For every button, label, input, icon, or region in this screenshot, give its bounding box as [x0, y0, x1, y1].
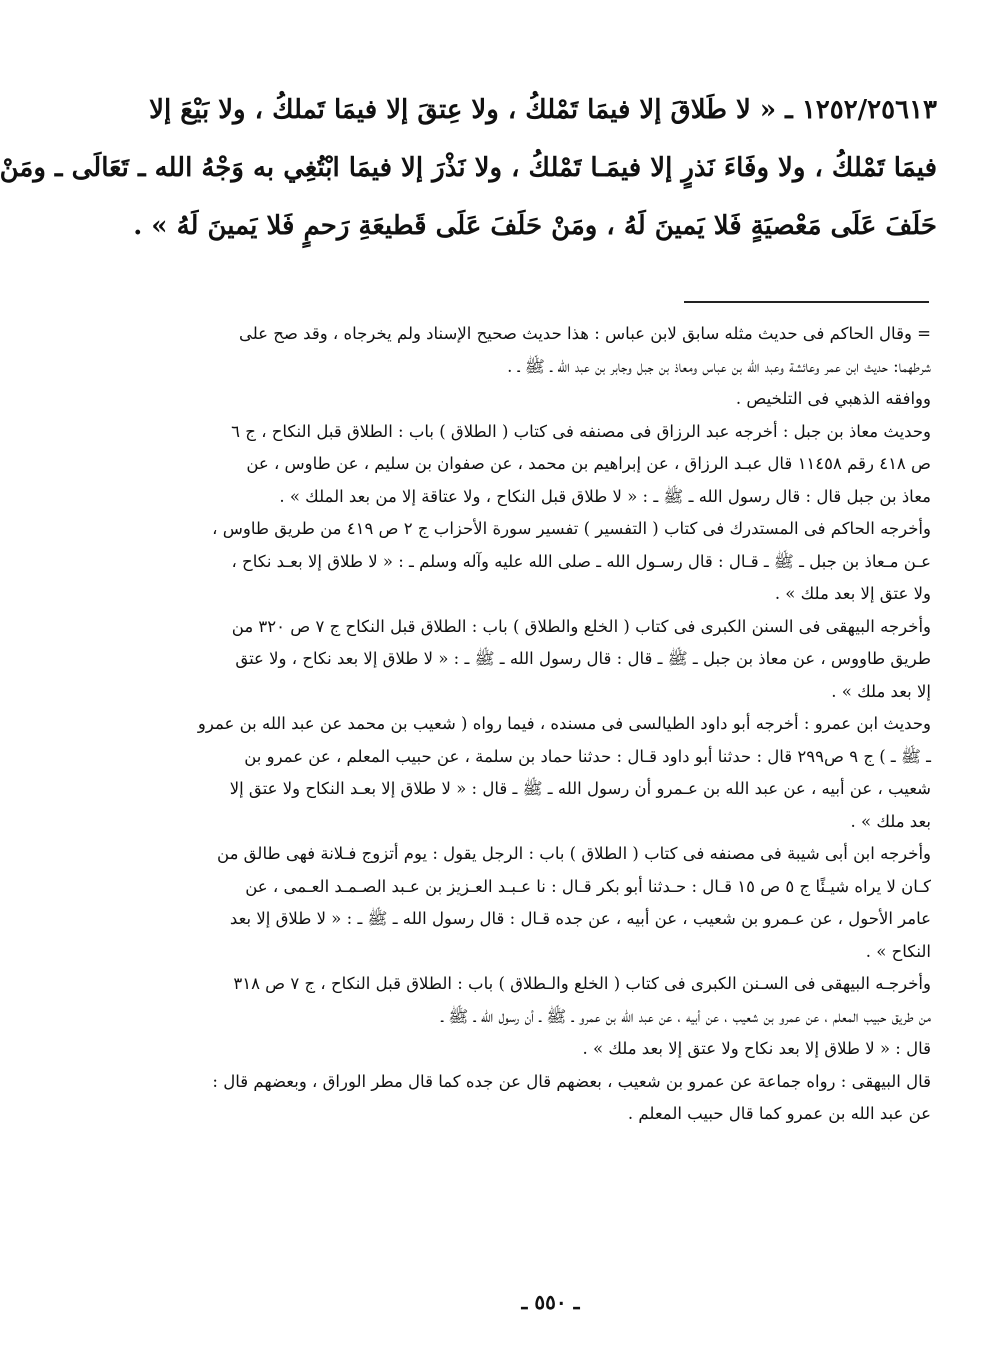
page-number: ـ ٥٥٠ ـ	[521, 1290, 580, 1314]
footnote-line: ووافقه الذهبي فى التلخيص .	[735, 389, 931, 408]
footnote-line: وأخرجه البيهقى فى السنن الكبرى فى كتاب ( الخلع والطلاق ) باب : الطلاق قبل النكاح ج ٧ ص ٣٢٠ من	[231, 616, 931, 636]
footnote-line: ـ ﷺ ـ ) ج ٩ ص٢٩٩ قال : حدثنا أبو داود قـال : حدثنا حماد بن سلمة ، عن حبيب المعلم ، عن عمرو بن	[244, 746, 931, 766]
footnote-line: عامر الأحول ، عن عـمرو بن شعيب ، عن أبيه ، عن جده قـال : قال رسول الله ـ ﷺ ـ : « لا طلاق إلا بعد	[229, 909, 931, 928]
footnote-line: بعد ملك » .	[850, 811, 931, 831]
hadith-text	[0, 92, 937, 266]
footnote-line: معاذ بن جبل قال : قال رسول الله ـ ﷺ ـ : « لا طلاق قبل النكاح ، ولا عتاقة إلا من بعد الملك » .	[279, 486, 931, 506]
hadith-line: حَلَفَ عَلَى مَعْصيَةٍ فَلا يَمينَ لَهُ ، ومَنْ حَلَفَ عَلَى قَطيعَةِ رَحمٍ فَلا يَمينَ لَهُ » .	[133, 211, 937, 241]
footnote-line: قال : « لا طلاق إلا بعد نكاح ولا عتق إلا بعد ملك » .	[582, 1039, 931, 1058]
footnote-line: قال البيهقى : رواه جماعة عن عمرو بن شعيب ، بعضهم قال عن جده كما قال مطر الوراق ، وبعضهم قال :	[212, 1071, 931, 1091]
footnote-line: شعيب ، عن أبيه ، عن عبد الله بن عـمرو أن رسول الله ـ ﷺ ـ قال : « لا طلاق إلا بعـد النكاح ولا عتق إلا	[229, 779, 931, 798]
footnote-line: وحديث معاذ بن جبل : أخرجه عبد الرزاق فى مصنفه فى كتاب ( الطلاق ) باب : الطلاق قبل النكاح ، ج ٦	[231, 421, 931, 441]
footnote-line: وأخرجه الحاكم فى المستدرك فى كتاب ( التفسير ) تفسير سورة الأحزاب ج ٢ ص ٤١٩ من طريق طاوس ،	[212, 519, 931, 538]
footnote-line: من طريق حبيب المعلم ، عن عمرو بن شعيب ، عن أبيه ، عن عبد الله بن عمرو ـ ﷺ ـ أن رسول الله ـ ﷺ ـ	[441, 1006, 931, 1026]
footnotes	[161, 318, 931, 1131]
footnote-line: إلا بعد ملك » .	[831, 681, 931, 701]
footnote-line: عن عبد الله بن عمرو كما قال حبيب المعلم .	[627, 1104, 931, 1123]
footnote-line: عـن مـعاذ بن جبل ـ ﷺ ـ قـال : قال رسـول الله ـ صلى الله عليه وآله وسلم ـ : « لا طلاق إلا بعـد نكاح ،	[231, 551, 931, 571]
footnote-line: ص ٤١٨ رقم ١١٤٥٨ قال عبـد الرزاق ، عن إبراهيم بن محمد ، عن صفوان بن سليم ، عن طاوس ، عن	[246, 454, 931, 473]
footnote-line: كـان لا يراه شيـئًا ج ٥ ص ١٥ قـال : حـدثنا أبو بكر قـال : نا عـبـد العـزيز بن عـبد الصـمـد العـمى ، عن	[245, 876, 931, 896]
footnote-line: النكاح » .	[865, 941, 931, 961]
footnote-line: شرطهما: حديث ابن عمر وعائشة وعبد الله بن عباس ومعاذ بن جبل وجابر بن عبد الله ـ ﷺ ـ .	[507, 356, 931, 376]
footnote-line: وحديث ابن عمرو : أخرجه أبو داود الطيالسى فى مسنده ، فيما رواه ( شعيب بن محمد عن عبد الله بن عمرو	[197, 714, 931, 733]
footnote-divider	[684, 301, 929, 303]
hadith-line: فيمَا تَمْلكُ ، ولا وفَاءَ نَذرٍ إلا فيمَـا تَمْلكُ ، ولا نَذْرَ إلا فيمَا ابْتُغِي به وَجْهُ الله ـ تَعَالَى ـ ومَنْ	[0, 153, 937, 183]
footnote-line: طريق طاووس ، عن معاذ بن جبل ـ ﷺ ـ قال : قال رسول الله ـ ﷺ ـ : « لا طلاق إلا بعد نكاح ، ولا عتق	[235, 649, 931, 668]
footnote-line: ولا عتق إلا بعد ملك » .	[774, 584, 931, 603]
footnote-line: وأخرجه ابن أبى شيبة فى مصنفه فى كتاب ( الطلاق ) باب : الرجل يقول : يوم أتزوج فـلانة فهى طالق من	[217, 844, 931, 863]
hadith-line: ١٢٥٢/٢٥٦١٣ ـ « لا طَلاقَ إلا فيمَا تَمْلكُ ، ولا عِتقَ إلا فيمَا تَملكُ ، ولا بَيْعَ إلا	[149, 95, 937, 125]
footnote-line: = وقال الحاكم فى حديث مثله سابق لابن عباس : هذا حديث صحيح الإسناد ولم يخرجاه ، وقد صح على	[238, 324, 931, 343]
footnote-line: وأخرجـه البيهقى فى السـنن الكبرى فى كتاب ( الخلع والـطلاق ) باب : الطلاق قبل النكاح ، ج ٧ ص ٣١٨	[233, 974, 931, 993]
